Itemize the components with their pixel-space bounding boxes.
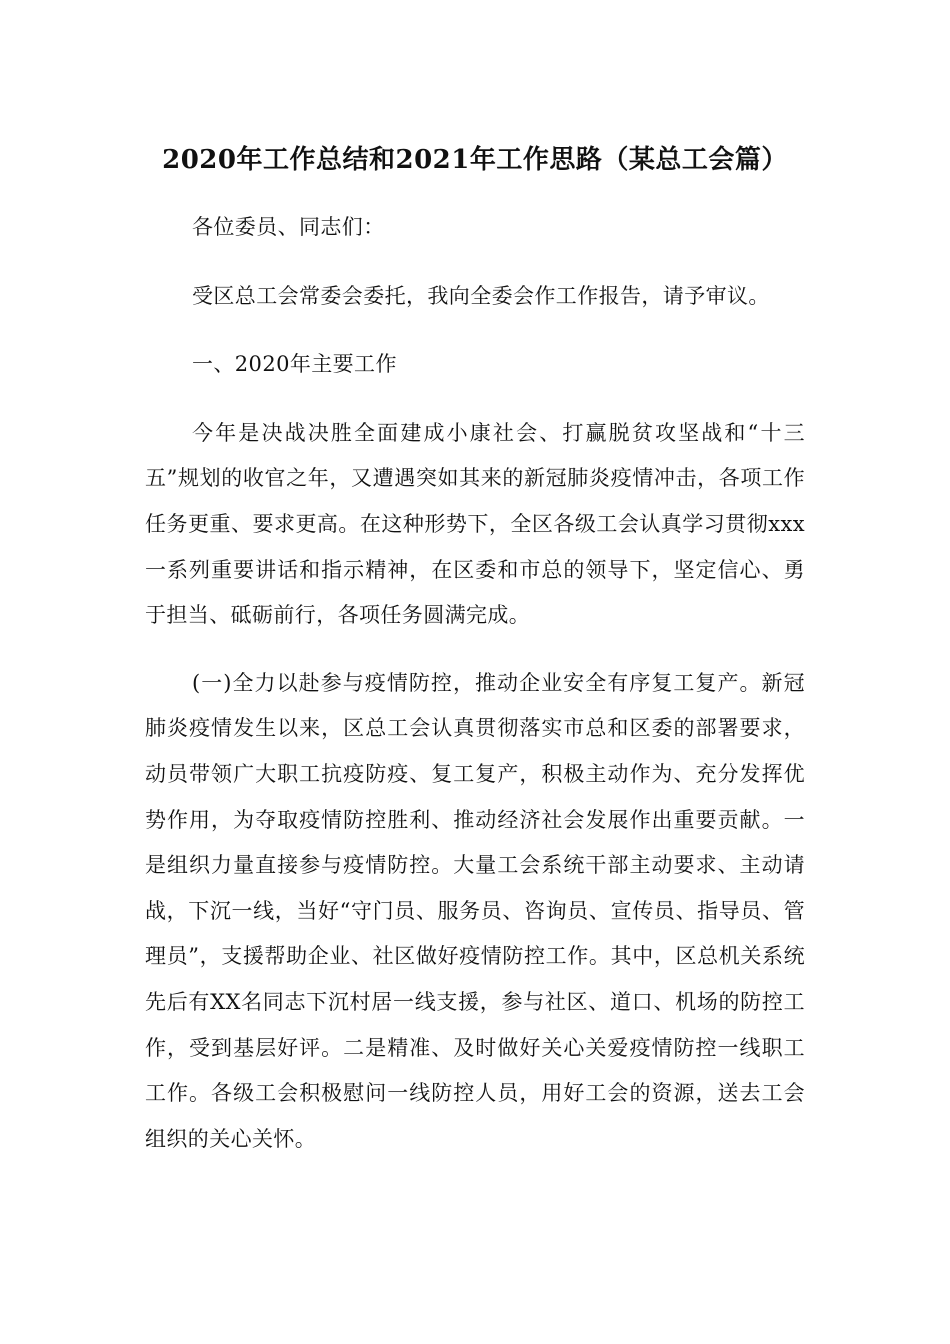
intro-paragraph: 受区总工会常委会委托，我向全委会作工作报告，请予审议。 [192,283,770,308]
salutation-paragraph: 各位委员、同志们： [192,215,385,239]
overview-paragraph: 今年是决战决胜全面建成小康社会、打赢脱贫攻坚战和“十三五”规划的收官之年，又遭遇突如其来的新冠肺炎疫情冲击，各项工作任务更重、要求更高。在这种形势下，全区各级工会认真学习贯彻xxx一系列重要讲话和指示精神，在区委和市总的领导下，坚定信心、勇于担当、砥砺前行，各项任务圆满完成。 [145,420,805,628]
document-body [145,205,805,1185]
epidemic-work-paragraph: (一)全力以赴参与疫情防控，推动企业安全有序复工复产。新冠肺炎疫情发生以来，区总工会认真贯彻落实市总和区委的部署要求，动员带领广大职工抗疫防疫、复工复产，积极主动作为、充分发挥优势作用，为夺取疫情防控胜利、推动经济社会发展作出重要贡献。一是组织力量直接参与疫情防控。大量工会系统干部主动要求、主动请战，下沉一线，当好“守门员、服务员、咨询员、宣传员、指导员、管理员”，支援帮助企业、社区做好疫情防控工作。其中，区总机关系统先后有XX名同志下沉村居一线支援，参与社区、道口、机场的防控工作，受到基层好评。二是精准、及时做好关心关爱疫情防控一线职工工作。各级工会积极慰问一线防控人员，用好工会的资源，送去工会组织的关心关怀。 [145,670,805,1151]
document-title: 2020年工作总结和2021年工作思路（某总工会篇） [162,145,788,175]
section-heading: 一、2020年主要工作 [192,352,397,377]
